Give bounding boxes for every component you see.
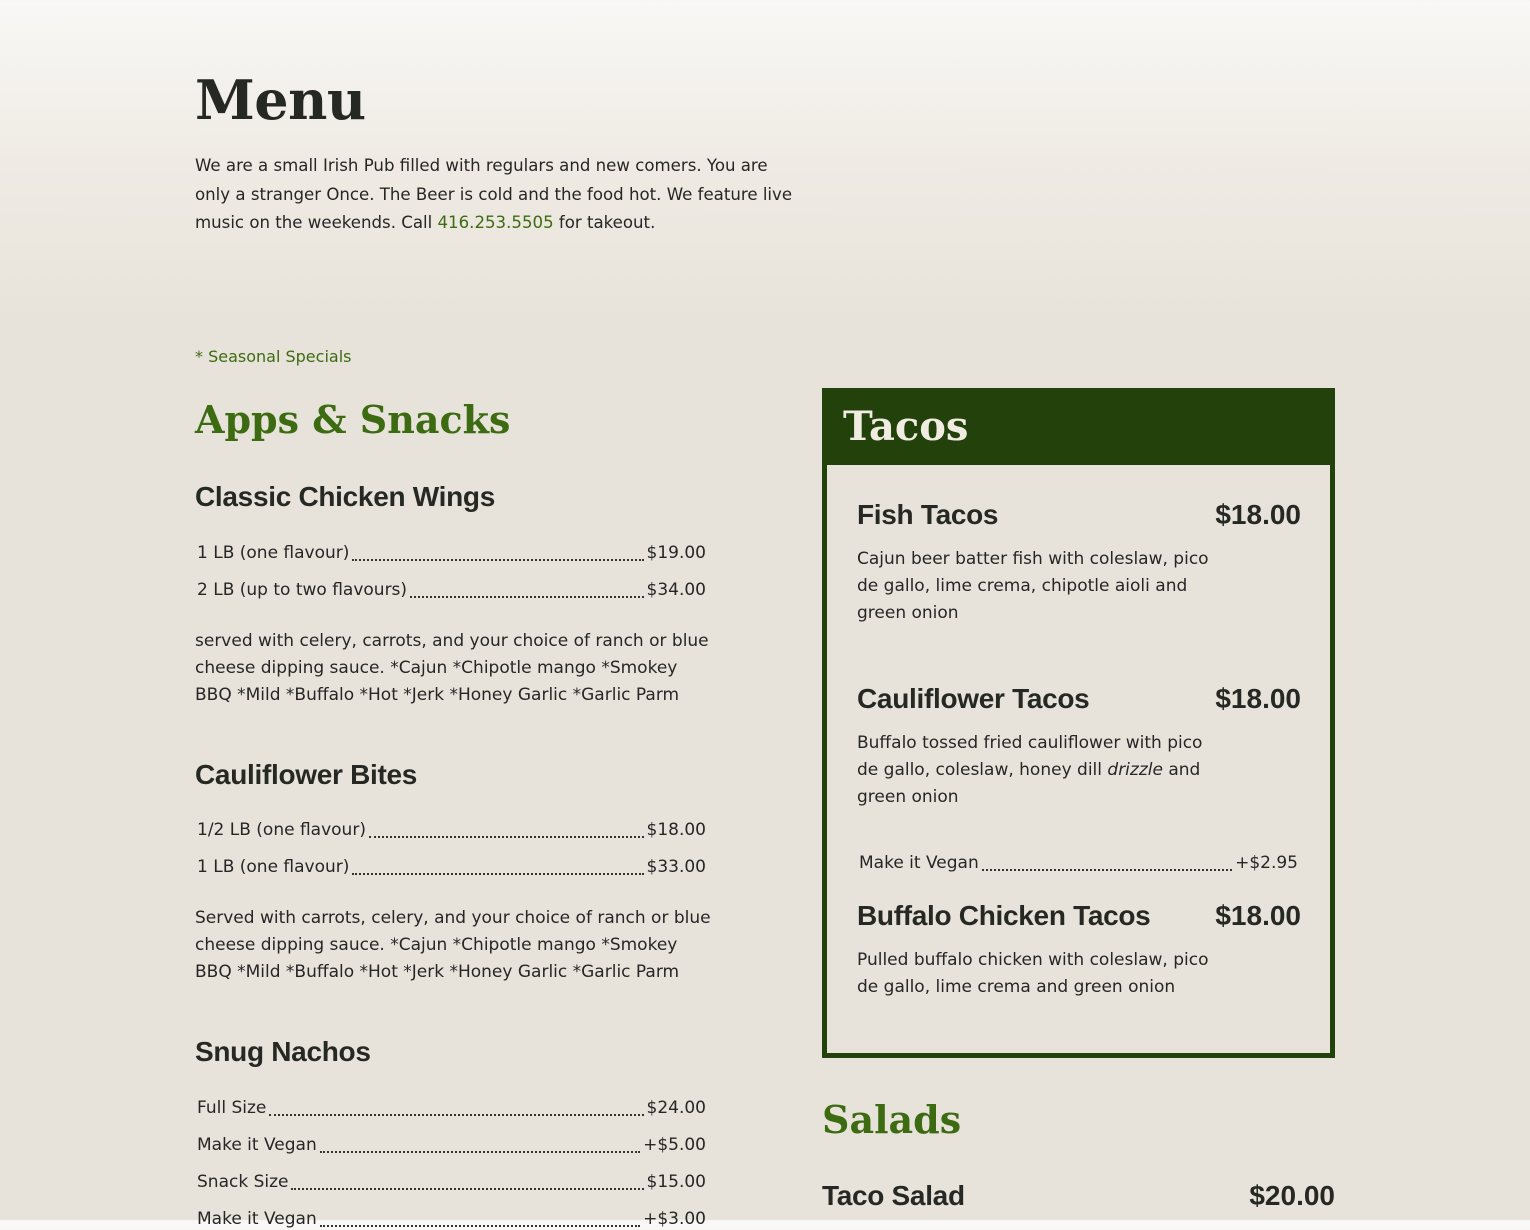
dotted-leader xyxy=(291,1188,643,1190)
dotted-leader xyxy=(352,559,643,561)
price-value: $34.00 xyxy=(646,580,706,600)
price-label: Make it Vegan xyxy=(197,1135,317,1155)
menu-item-title: Classic Chicken Wings xyxy=(195,481,495,512)
price-value: +$3.00 xyxy=(643,1209,706,1229)
menu-item-description xyxy=(857,730,1227,811)
price-row xyxy=(197,575,706,601)
price-row xyxy=(197,1204,706,1230)
intro-paragraph xyxy=(195,152,795,238)
phone-link[interactable]: 416.253.5505 xyxy=(437,213,554,232)
price-value: $18.00 xyxy=(646,820,706,840)
price-row xyxy=(197,1093,706,1119)
taco-item xyxy=(857,681,1301,811)
price-value: $19.00 xyxy=(646,543,706,563)
price-row xyxy=(197,538,706,564)
intro-suffix: for takeout. xyxy=(553,213,656,232)
tacos-header xyxy=(827,393,1330,465)
menu-item-title: Cauliflower Tacos xyxy=(857,683,1090,714)
menu-item-title: Buffalo Chicken Tacos xyxy=(857,900,1151,931)
menu-item-title: Cauliflower Bites xyxy=(195,759,418,790)
price-label: 2 LB (up to two flavours) xyxy=(197,580,408,600)
taco-item xyxy=(857,497,1301,627)
dotted-leader xyxy=(320,1151,640,1153)
price-label: 1 LB (one flavour) xyxy=(197,857,350,877)
description-text: Buffalo tossed fried cauliflower with pico de gallo, coleslaw, honey dill xyxy=(857,733,1203,780)
menu-item-description: served with celery, carrots, and your choice of ranch or blue cheese dipping sauce. *Cajun *Chipotle mango *Smokey BBQ *Mild *Buffalo *Hot *Jerk *Honey Garlic *Garlic Parm xyxy=(195,631,709,705)
apps-snacks-heading: Apps & Snacks xyxy=(195,397,511,442)
salads-heading: Salads xyxy=(822,1097,962,1142)
price-label: 1/2 LB (one flavour) xyxy=(197,820,366,840)
dotted-leader xyxy=(269,1114,643,1116)
seasonal-specials-note: * Seasonal Specials xyxy=(195,347,352,366)
dotted-leader xyxy=(410,596,643,598)
price-label: 1 LB (one flavour) xyxy=(197,543,350,563)
dotted-leader xyxy=(982,869,1232,871)
taco-item xyxy=(857,898,1301,1001)
menu-item-description: Served with carrots, celery, and your choice of ranch or blue cheese dipping sauce. *Cajun *Chipotle mango *Smokey BBQ *Mild *Buffalo *Hot *Jerk *Honey Garlic *Garlic Parm xyxy=(195,908,711,982)
menu-item-price: $18.00 xyxy=(1215,499,1301,530)
dotted-leader xyxy=(320,1225,640,1227)
price-value: $24.00 xyxy=(646,1098,706,1118)
menu-item-price: $18.00 xyxy=(1215,683,1301,714)
price-row xyxy=(197,815,706,841)
price-value: +$5.00 xyxy=(643,1135,706,1155)
page-title: Menu xyxy=(195,68,366,132)
description-emphasis: drizzle xyxy=(1107,760,1163,780)
menu-item-title: Fish Tacos xyxy=(857,499,999,530)
menu-item-description: Cajun beer batter fish with coleslaw, pico de gallo, lime crema, chipotle aioli and green onion xyxy=(857,549,1209,623)
price-row xyxy=(197,1130,706,1156)
price-value: $15.00 xyxy=(646,1172,706,1192)
menu-item-price: $20.00 xyxy=(1249,1180,1335,1211)
price-row xyxy=(197,1167,706,1193)
salad-item xyxy=(822,1178,1335,1214)
addon-price-row xyxy=(859,848,1298,874)
price-value: $33.00 xyxy=(646,857,706,877)
tacos-section xyxy=(822,388,1335,1058)
price-label: Snack Size xyxy=(197,1172,289,1192)
tacos-heading: Tacos xyxy=(843,403,969,450)
price-row xyxy=(197,852,706,878)
dotted-leader xyxy=(352,873,643,875)
menu-item-price: $18.00 xyxy=(1215,900,1301,931)
price-label: Make it Vegan xyxy=(197,1209,317,1229)
menu-item-title: Snug Nachos xyxy=(195,1036,371,1067)
price-value: +$2.95 xyxy=(1235,853,1298,873)
price-label: Full Size xyxy=(197,1098,267,1118)
price-label: Make it Vegan xyxy=(859,853,979,873)
dotted-leader xyxy=(369,836,644,838)
menu-item-title: Taco Salad xyxy=(822,1180,965,1211)
intro-text: We are a small Irish Pub filled with regulars and new comers. You are only a stranger Once. The Beer is cold and the food hot. We feature live music on the weekends. Call xyxy=(195,156,793,232)
menu-item-description: Pulled buffalo chicken with coleslaw, pico de gallo, lime crema and green onion xyxy=(857,950,1209,997)
description-text: and green onion xyxy=(857,760,1201,807)
